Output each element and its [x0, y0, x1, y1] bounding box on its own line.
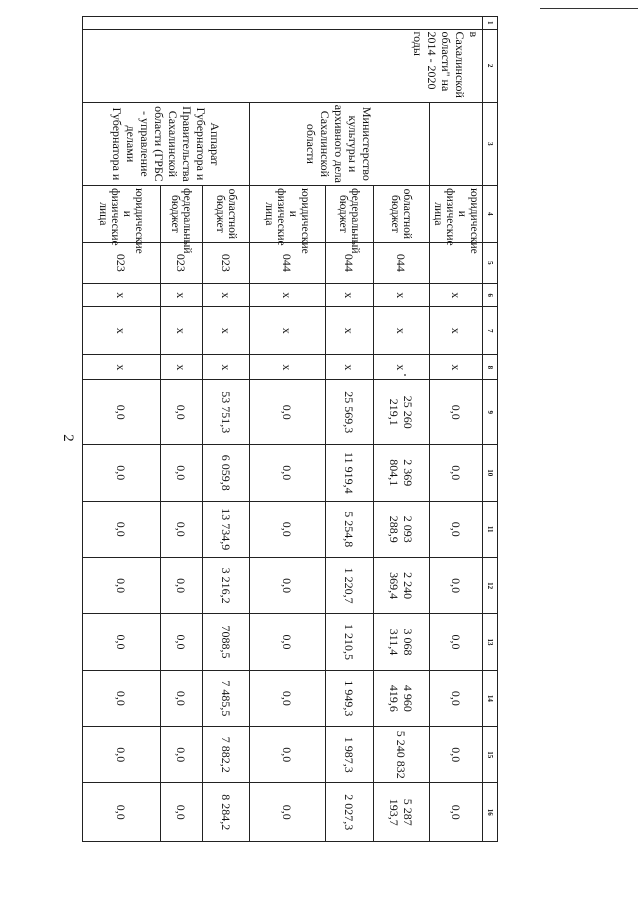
cell-c7: x	[373, 307, 429, 355]
budget-code: 044	[250, 242, 325, 284]
col-num: 7	[482, 307, 497, 355]
col-num: 13	[482, 614, 497, 670]
budget-table	[82, 16, 498, 842]
cell-c11: 13 734,9	[203, 501, 250, 557]
cell-c12: 0,0	[429, 557, 482, 613]
cell-c16: 8 284,2	[203, 783, 250, 842]
cell-c16: 0,0	[429, 783, 482, 842]
table-row	[203, 17, 250, 842]
cell-c11: 0,0	[429, 501, 482, 557]
cell-c12: 1 220,7	[325, 557, 373, 613]
cell-c7: x	[203, 307, 250, 355]
funding-source: юридические и физические лица	[429, 186, 482, 242]
cell-c8: x	[203, 355, 250, 380]
column-number-row	[482, 17, 497, 842]
cell-c12: 0,0	[160, 557, 203, 613]
cell-c16: 5 287 193,7	[373, 783, 429, 842]
cell-c9: 53 751,3	[203, 380, 250, 445]
cell-c16: 2 027,3	[325, 783, 373, 842]
cell-c7: x	[429, 307, 482, 355]
col1-cell	[83, 17, 483, 30]
cell-c10: 0,0	[160, 445, 203, 501]
cell-c6: x	[203, 284, 250, 307]
cell-c8: x	[83, 355, 161, 380]
budget-code: 044	[325, 242, 373, 284]
cell-c11: 5 254,8	[325, 501, 373, 557]
cell-c14: 0,0	[250, 670, 325, 726]
budget-code: 044	[373, 242, 429, 284]
cell-c15: 5 240 832	[373, 727, 429, 783]
cell-c8: x	[373, 355, 429, 380]
cell-c13: 0,0	[429, 614, 482, 670]
executor-cell-empty	[429, 102, 482, 186]
cell-c8: x	[250, 355, 325, 380]
cell-c9: 0,0	[429, 380, 482, 445]
cell-c9: 0,0	[250, 380, 325, 445]
cell-c8: x	[325, 355, 373, 380]
budget-code: 023	[83, 242, 161, 284]
cell-c10: 11 919,4	[325, 445, 373, 501]
funding-source: федеральный бюджет	[325, 186, 373, 242]
cell-c14: 0,0	[83, 670, 161, 726]
executor-name: Аппарат Губернатора и Правительства Сахалинской области (ГРБС - управление делами Губернатора и	[83, 102, 250, 186]
cell-c15: 0,0	[429, 727, 482, 783]
cell-c12: 2 240 369,4	[373, 557, 429, 613]
cell-c7: x	[83, 307, 161, 355]
header-rule	[540, 8, 638, 9]
cell-c8: x	[429, 355, 482, 380]
col-num: 3	[482, 102, 497, 186]
col-num: 4	[482, 186, 497, 242]
funding-source: юридические и физические лица	[250, 186, 325, 242]
cell-c16: 0,0	[160, 783, 203, 842]
col-num: 5	[482, 242, 497, 284]
col-num: 12	[482, 557, 497, 613]
funding-source: федеральный бюджет	[160, 186, 203, 242]
cell-c10: 6 059,8	[203, 445, 250, 501]
cell-c6: x	[373, 284, 429, 307]
col-num: 8	[482, 355, 497, 380]
cell-c13: 3 068 311,4	[373, 614, 429, 670]
col-num: 2	[482, 29, 497, 102]
cell-c16: 0,0	[250, 783, 325, 842]
cell-c7: x	[250, 307, 325, 355]
cell-c15: 0,0	[160, 727, 203, 783]
funding-source: областной бюджет	[203, 186, 250, 242]
table-row	[429, 17, 482, 842]
cell-c8: x	[160, 355, 203, 380]
cell-c9: 0,0	[83, 380, 161, 445]
cell-c14: 1 949,3	[325, 670, 373, 726]
table-row	[373, 17, 429, 842]
cell-c13: 1 210,5	[325, 614, 373, 670]
cell-c6: x	[325, 284, 373, 307]
cell-c9: 0,0	[160, 380, 203, 445]
col-num: 15	[482, 727, 497, 783]
col-num: 16	[482, 783, 497, 842]
budget-table-rotated	[82, 16, 498, 842]
cell-c13: 0,0	[160, 614, 203, 670]
cell-c12: 0,0	[250, 557, 325, 613]
cell-c12: 0,0	[83, 557, 161, 613]
cell-c14: 0,0	[160, 670, 203, 726]
cell-c12: 3 216,2	[203, 557, 250, 613]
cell-c13: 0,0	[83, 614, 161, 670]
cell-c11: 2 093 288,9	[373, 501, 429, 557]
col-num: 10	[482, 445, 497, 501]
program-name-cell: в Сахалинской области" на 2014 - 2020 годы	[83, 29, 483, 102]
cell-c6: x	[83, 284, 161, 307]
col-num: 6	[482, 284, 497, 307]
funding-source: областной бюджет	[373, 186, 429, 242]
cell-c6: x	[429, 284, 482, 307]
cell-c13: 7088,5	[203, 614, 250, 670]
funding-source: юридические и физические лица	[83, 186, 161, 242]
cell-c7: x	[325, 307, 373, 355]
cell-c9: 25 260 219,1	[373, 380, 429, 445]
cell-c11: 0,0	[83, 501, 161, 557]
cell-c15: 0,0	[250, 727, 325, 783]
cell-c15: 7 882,2	[203, 727, 250, 783]
cell-c15: 1 987,3	[325, 727, 373, 783]
cell-c9: 25 569,3	[325, 380, 373, 445]
col-num: 14	[482, 670, 497, 726]
cell-c14: 7 485,5	[203, 670, 250, 726]
col-num: 11	[482, 501, 497, 557]
cell-c11: 0,0	[160, 501, 203, 557]
budget-code: 023	[203, 242, 250, 284]
cell-c7: x	[160, 307, 203, 355]
cell-c10: 0,0	[429, 445, 482, 501]
cell-c13: 0,0	[250, 614, 325, 670]
cell-c10: 0,0	[83, 445, 161, 501]
cell-c11: 0,0	[250, 501, 325, 557]
cell-c14: 4 960 419,6	[373, 670, 429, 726]
col-num: 9	[482, 380, 497, 445]
col-num: 1	[482, 17, 497, 30]
cell-c6: x	[160, 284, 203, 307]
budget-code: 023	[160, 242, 203, 284]
cell-c10: 0,0	[250, 445, 325, 501]
cell-c16: 0,0	[83, 783, 161, 842]
cell-c10: 2 369 804,1	[373, 445, 429, 501]
executor-name: Министерство культуры и архивного дела Сахалинской области	[250, 102, 429, 186]
cell-c14: 0,0	[429, 670, 482, 726]
page-number: 2	[60, 434, 76, 442]
cell-c15: 0,0	[83, 727, 161, 783]
budget-table-container	[82, 16, 498, 842]
cell-c6: x	[250, 284, 325, 307]
